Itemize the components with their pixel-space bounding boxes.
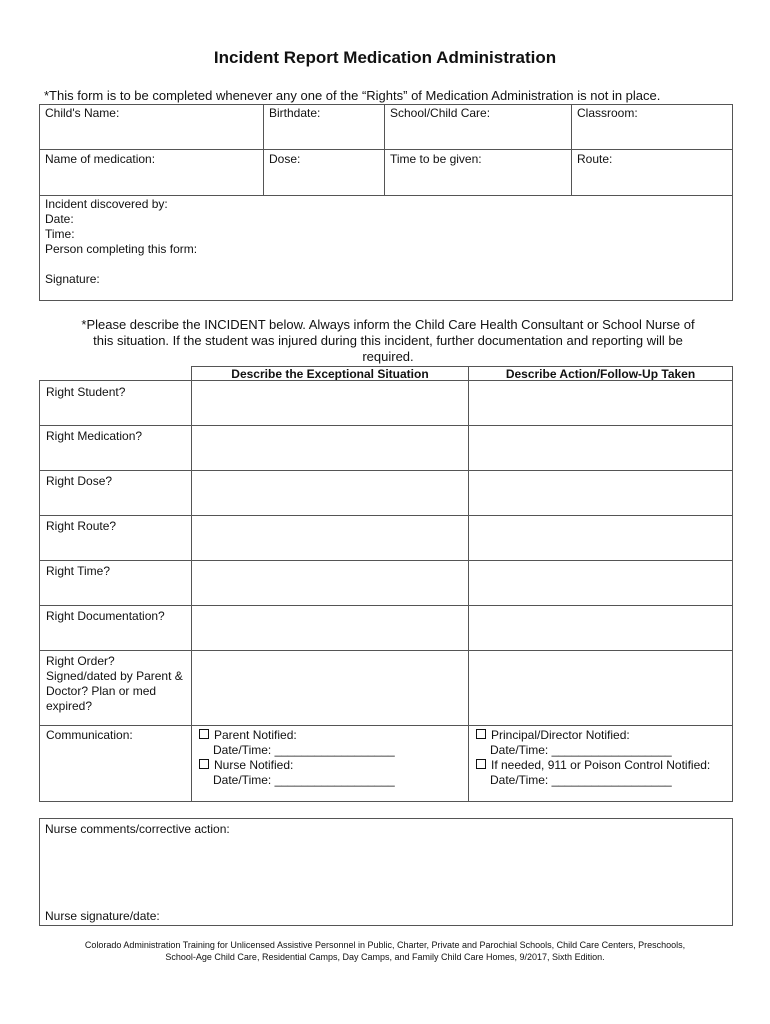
right-order-text: Right Order? Signed/dated by Parent & Doctor? Plan or med expired? <box>46 654 183 713</box>
row-right-order-situation[interactable] <box>191 650 469 726</box>
birthdate-field[interactable] <box>263 104 385 150</box>
describe-line-1: *Please describe the INCIDENT below. Always inform the Child Care Health Consultant or School Nurse of <box>81 317 695 332</box>
right-documentation-text: Right Documentation? <box>46 609 165 623</box>
nurse-comments-box[interactable] <box>39 818 733 926</box>
principal-notified-text: Principal/Director Notified: <box>491 728 630 742</box>
person-completing-label: Person completing this form: <box>45 242 198 256</box>
principal-notified-item[interactable] <box>476 728 727 743</box>
medication-label: Name of medication: <box>45 152 156 166</box>
emergency-notified-checkbox[interactable] <box>476 759 486 769</box>
row-right-documentation-action[interactable] <box>468 605 733 651</box>
parent-datetime[interactable]: Date/Time: __________________ <box>213 743 395 757</box>
row-right-route-label <box>39 515 192 561</box>
row-right-order-action[interactable] <box>468 650 733 726</box>
row-right-order-label <box>39 650 192 726</box>
footer-line-1: Colorado Administration Training for Unlicensed Assistive Personnel in Public, Charter, Private and Parochial Schools, Child Care Centers, Preschools, <box>84 940 686 950</box>
parent-notified-text: Parent Notified: <box>214 728 297 742</box>
right-student-text: Right Student? <box>46 385 126 399</box>
row-right-documentation-label <box>39 605 192 651</box>
emergency-datetime[interactable]: Date/Time: __________________ <box>490 773 672 787</box>
describe-line-2: this situation. If the student was injured during this incident, further documentation and reporting will be <box>93 333 683 348</box>
emergency-notified-text: If needed, 911 or Poison Control Notified: <box>491 758 711 772</box>
row-right-dose-action[interactable] <box>468 470 733 516</box>
nurse-signature-label: Nurse signature/date: <box>45 909 160 923</box>
right-route-text: Right Route? <box>46 519 117 533</box>
communication-label: Communication: <box>46 728 133 742</box>
intro-text: *This form is to be completed whenever any one of the “Rights” of Medication Administration is not in place. <box>44 88 661 103</box>
classroom-label: Classroom: <box>577 106 638 120</box>
birthdate-label: Birthdate: <box>269 106 321 120</box>
row-right-dose-situation[interactable] <box>191 470 469 516</box>
route-label: Route: <box>577 152 613 166</box>
nurse-datetime[interactable]: Date/Time: __________________ <box>213 773 395 787</box>
col1-header: Describe the Exceptional Situation <box>231 367 429 381</box>
classroom-field[interactable] <box>571 104 733 150</box>
row-right-medication-action[interactable] <box>468 425 733 471</box>
incident-info-box[interactable] <box>39 195 733 301</box>
row-right-student-label <box>39 380 192 426</box>
dose-field[interactable] <box>263 149 385 196</box>
footer <box>20 939 750 963</box>
time-label: Time: <box>45 227 75 241</box>
row-right-time-action[interactable] <box>468 560 733 606</box>
school-field[interactable] <box>384 104 572 150</box>
time-given-label: Time to be given: <box>390 152 482 166</box>
row-right-dose-label <box>39 470 192 516</box>
row-right-documentation-situation[interactable] <box>191 605 469 651</box>
row-right-student-situation[interactable] <box>191 380 469 426</box>
right-medication-text: Right Medication? <box>46 429 143 443</box>
col2-header-cell <box>468 366 733 381</box>
row-right-time-label <box>39 560 192 606</box>
time-given-field[interactable] <box>384 149 572 196</box>
right-time-text: Right Time? <box>46 564 111 578</box>
signature-label: Signature: <box>45 272 100 286</box>
communication-col1 <box>191 725 469 802</box>
right-dose-text: Right Dose? <box>46 474 113 488</box>
communication-col2 <box>468 725 733 802</box>
parent-notified-item[interactable] <box>199 728 463 743</box>
row-right-student-action[interactable] <box>468 380 733 426</box>
row-right-medication-situation[interactable] <box>191 425 469 471</box>
dose-label: Dose: <box>269 152 301 166</box>
nurse-notified-item[interactable] <box>199 758 463 773</box>
medication-field[interactable] <box>39 149 264 196</box>
row-right-medication-label <box>39 425 192 471</box>
col2-header: Describe Action/Follow-Up Taken <box>505 367 696 381</box>
describe-instructions <box>50 317 726 365</box>
child-name-field[interactable] <box>39 104 264 150</box>
school-label: School/Child Care: <box>390 106 491 120</box>
principal-notified-checkbox[interactable] <box>476 729 486 739</box>
child-name-label: Child's Name: <box>45 106 120 120</box>
date-label: Date: <box>45 212 74 226</box>
nurse-notified-checkbox[interactable] <box>199 759 209 769</box>
principal-datetime[interactable]: Date/Time: __________________ <box>490 743 672 757</box>
parent-notified-checkbox[interactable] <box>199 729 209 739</box>
describe-line-3: required. <box>362 349 414 364</box>
discovered-by-label: Incident discovered by: <box>45 197 168 211</box>
nurse-comments-label: Nurse comments/corrective action: <box>45 822 230 836</box>
route-field[interactable] <box>571 149 733 196</box>
row-right-time-situation[interactable] <box>191 560 469 606</box>
page-title: Incident Report Medication Administration <box>213 48 557 67</box>
row-right-route-situation[interactable] <box>191 515 469 561</box>
col1-header-cell <box>191 366 469 381</box>
nurse-notified-text: Nurse Notified: <box>214 758 294 772</box>
emergency-notified-item[interactable] <box>476 758 727 773</box>
row-right-route-action[interactable] <box>468 515 733 561</box>
communication-label-cell <box>39 725 192 802</box>
footer-line-2: School-Age Child Care, Residential Camps, Day Camps, and Family Child Care Homes, 9/2017, Sixth Edition. <box>165 952 605 962</box>
